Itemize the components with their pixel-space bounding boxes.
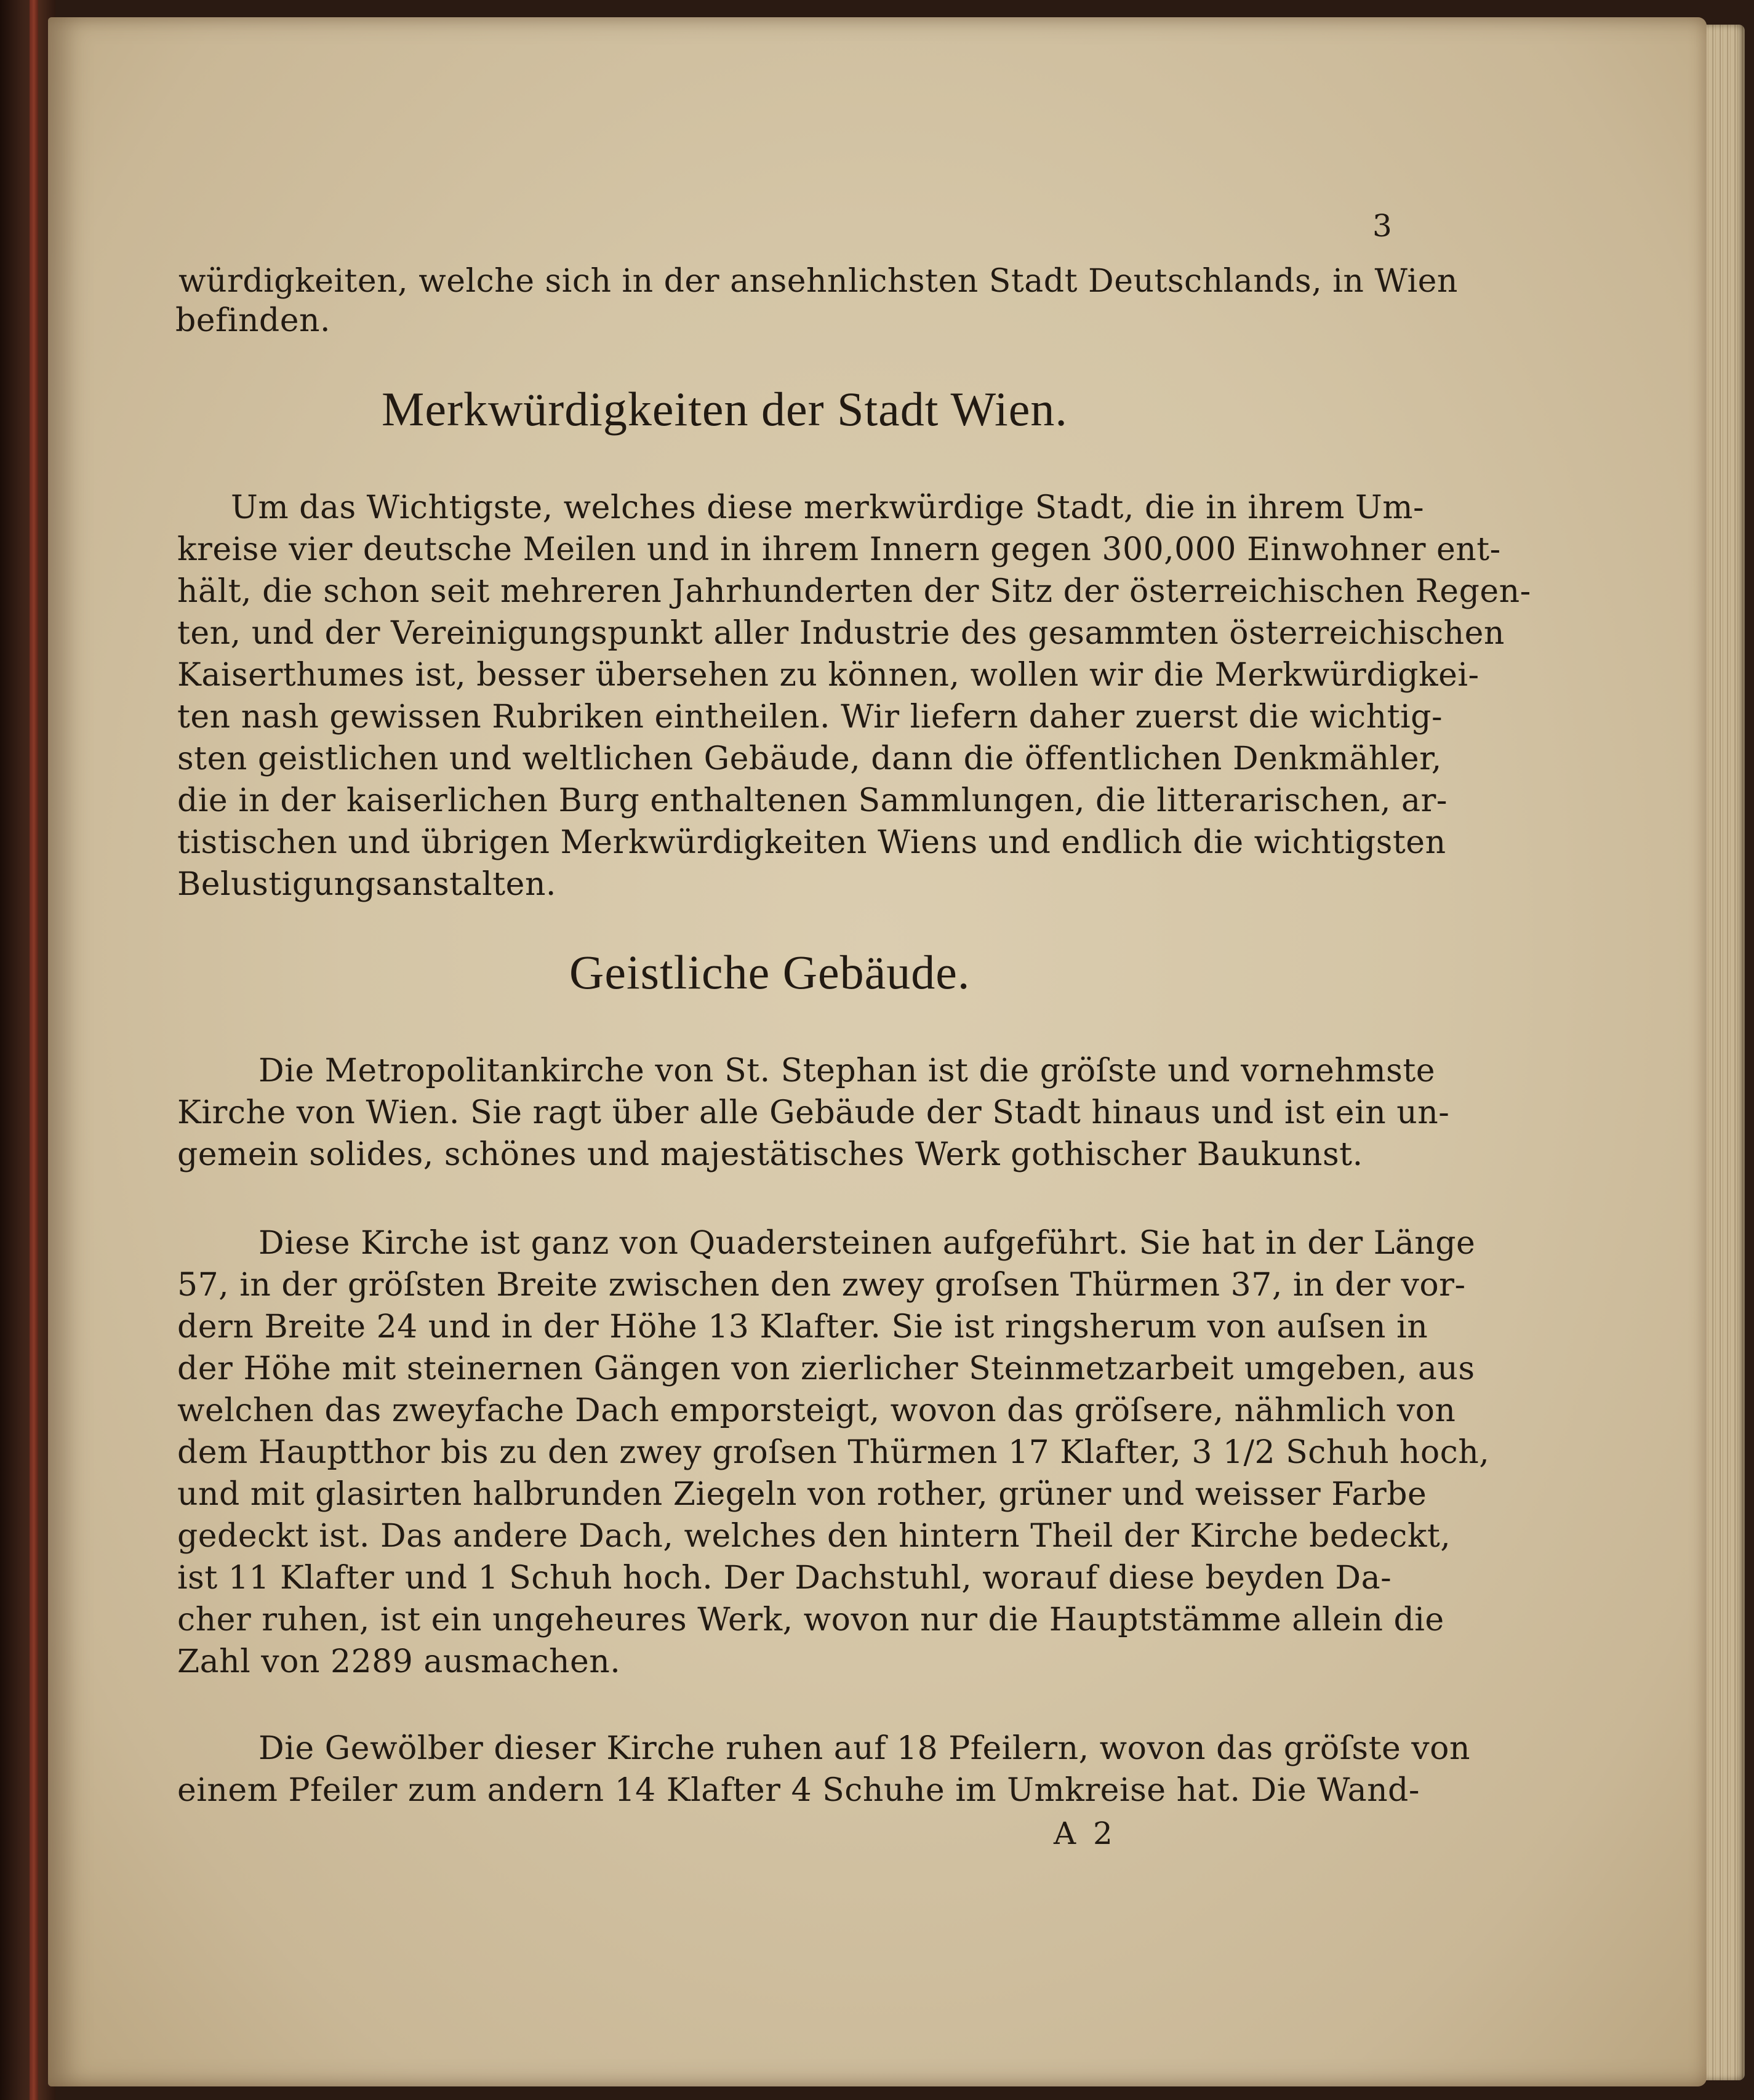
- paragraph-line: einem Pfeiler zum andern 14 Klafter 4 Schuhe im Umkreise hat. Die Wand-: [177, 1772, 1420, 1809]
- paragraph-line: ist 11 Klafter und 1 Schuh hoch. Der Dachstuhl, worauf diese beyden Da-: [177, 1560, 1392, 1597]
- paragraph-line: Kaiserthumes ist, besser übersehen zu können, wollen wir die Merkwürdigkei-: [177, 657, 1480, 694]
- paragraph-line: Zahl von 2289 ausmachen.: [177, 1643, 621, 1680]
- paragraph-line: und mit glasirten halbrunden Ziegeln von rother, grüner und weisser Farbe: [177, 1476, 1427, 1513]
- paragraph-line: Kirche von Wien. Sie ragt über alle Gebäude der Stadt hinaus und ist ein un-: [177, 1094, 1450, 1131]
- paragraph-line: Die Gewölber dieser Kirche ruhen auf 18 Pfeilern, wovon das gröſste von: [258, 1730, 1470, 1767]
- paragraph-line: kreise vier deutsche Meilen und in ihrem Innern gegen 300,000 Einwohner ent-: [177, 531, 1501, 568]
- paragraph-line: Um das Wichtigste, welches diese merkwürdige Stadt, die in ihrem Um-: [231, 489, 1425, 526]
- section-heading: Geistliche Gebäude.: [569, 945, 971, 999]
- paragraph-line: tistischen und übrigen Merkwürdigkeiten Wiens und endlich die wichtigsten: [177, 824, 1446, 861]
- paragraph-line: welchen das zweyfache Dach emporsteigt, wovon das gröſsere, nähmlich von: [177, 1392, 1456, 1429]
- paragraph-line: Belustigungsanstalten.: [177, 866, 556, 903]
- intro-line: würdigkeiten, welche sich in der ansehnlichsten Stadt Deutschlands, in Wien: [178, 263, 1458, 300]
- paragraph-line: Die Metropolitankirche von St. Stephan ist die gröſste und vornehmste: [258, 1052, 1436, 1089]
- paragraph-line: ten, und der Vereinigungspunkt aller Industrie des gesammten österreichischen: [177, 615, 1505, 652]
- paragraph-line: dern Breite 24 und in der Höhe 13 Klafter. Sie ist ringsherum von auſsen in: [177, 1308, 1428, 1345]
- paragraph-line: gemein solides, schönes und majestätisches Werk gothischer Baukunst.: [177, 1136, 1363, 1173]
- paragraph-line: der Höhe mit steinernen Gängen von zierlicher Steinmetzarbeit umgeben, aus: [177, 1350, 1475, 1387]
- paragraph-line: sten geistlichen und weltlichen Gebäude, dann die öffentlichen Denkmähler,: [177, 740, 1442, 777]
- paragraph-line: cher ruhen, ist ein ungeheures Werk, wovon nur die Hauptstämme allein die: [177, 1601, 1444, 1638]
- paragraph-line: gedeckt ist. Das andere Dach, welches den hintern Theil der Kirche bedeckt,: [177, 1518, 1451, 1555]
- book-binding: [0, 0, 55, 2100]
- paragraph-line: die in der kaiserlichen Burg enthaltenen Sammlungen, die litterarischen, ar-: [177, 782, 1448, 819]
- section-heading: Merkwürdigkeiten der Stadt Wien.: [382, 382, 1068, 436]
- paragraph-line: 57, in der gröſsten Breite zwischen den zwey groſsen Thürmen 37, in der vor-: [177, 1267, 1466, 1304]
- intro-line: befinden.: [175, 302, 331, 339]
- binding-spine-edge: [30, 0, 38, 2100]
- paragraph-line: hält, die schon seit mehreren Jahrhunderten der Sitz der österreichischen Regen-: [177, 573, 1531, 610]
- paragraph-line: ten nash gewissen Rubriken eintheilen. Wir liefern daher zuerst die wichtig-: [177, 699, 1443, 735]
- paragraph-line: dem Hauptthor bis zu den zwey groſsen Thürmen 17 Klafter, 3 1/2 Schuh hoch,: [177, 1434, 1490, 1471]
- signature-mark: A 2: [1054, 1816, 1116, 1851]
- paragraph-line: Diese Kirche ist ganz von Quadersteinen aufgeführt. Sie hat in der Länge: [258, 1225, 1476, 1262]
- page-number: 3: [1372, 208, 1392, 244]
